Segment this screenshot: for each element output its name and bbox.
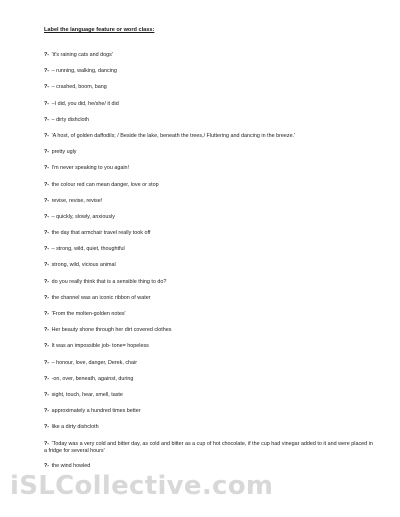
item-text: – quickly, slowly, anxiously — [51, 213, 115, 220]
item-text: – running, walking, dancing — [51, 68, 117, 75]
item-marker: ?- — [44, 116, 50, 123]
item-marker: ?- — [44, 327, 50, 334]
item-text: Her beauty shone through her dirt covered clothes — [51, 327, 172, 334]
list-item — [44, 198, 374, 205]
item-text: I'm never speaking to you again! — [51, 165, 130, 172]
item-marker: ?- — [44, 359, 50, 366]
item-text: revise, revise, revise! — [51, 197, 103, 204]
item-text: approximately a hundred times better — [51, 408, 141, 415]
item-text: pretty ugly — [51, 149, 77, 156]
list-item — [44, 165, 374, 172]
list-item — [44, 68, 374, 75]
item-marker: ?- — [44, 213, 50, 220]
list-item — [44, 230, 374, 237]
item-text: sight, touch, hear, smell, taste — [51, 391, 123, 398]
list-item — [44, 279, 374, 286]
list-item — [44, 52, 374, 59]
list-item — [44, 424, 374, 431]
worksheet-title: Label the language feature or word class: — [44, 27, 155, 33]
item-text: –I did, you did, he/she/ it did — [51, 100, 119, 107]
item-marker: ?- — [44, 52, 50, 58]
list-item — [44, 149, 374, 156]
item-text: the wind howled — [51, 462, 91, 469]
item-marker: ?- — [44, 391, 50, 398]
list-item — [44, 360, 374, 367]
list-item — [44, 463, 374, 470]
list-item — [44, 376, 374, 383]
item-text: 'Today was a very cold and bitter day, as cold and bitter as a cup of hot chocolate, if the cup had vinegar added to it and were placed in a fridge for several hours' — [44, 440, 373, 454]
item-text: It was an impossible job- tone= hopeless — [51, 343, 149, 350]
item-marker: ?- — [44, 462, 50, 469]
item-marker: ?- — [44, 375, 50, 382]
item-marker: ?- — [44, 181, 50, 188]
item-text: the day that armchair travel really took off — [51, 230, 151, 237]
item-marker: ?- — [44, 262, 50, 269]
item-marker: ?- — [44, 294, 50, 301]
item-marker: ?- — [44, 230, 50, 237]
item-text: the colour red can mean danger, love or stop — [51, 181, 159, 188]
item-text: 'A host, of golden daffodils; / Beside the lake, beneath the trees,/ Fluttering and dancing in the breeze.' — [51, 132, 296, 139]
item-text: -on, over, beneath, against, during — [51, 375, 134, 382]
item-marker: ?- — [44, 246, 50, 253]
list-item — [44, 392, 374, 399]
item-text: 'it's raining cats and dogs' — [51, 52, 113, 58]
list-item — [44, 182, 374, 189]
item-text: do you really think that is a sensible thing to do? — [51, 278, 167, 285]
item-marker: ?- — [44, 149, 50, 156]
item-marker: ?- — [44, 278, 50, 285]
site-watermark: iSLCollective.com — [10, 471, 274, 501]
item-text: – crashed, boom, bang — [51, 84, 107, 91]
item-marker: ?- — [44, 132, 50, 139]
item-text: – honour, love, danger, Derek, chair — [51, 359, 137, 366]
item-text: 'From the molten-golden notes' — [51, 311, 126, 317]
list-item — [44, 295, 374, 302]
list-item — [44, 84, 374, 91]
exercise-list — [44, 52, 374, 479]
item-text: – strong, wild, quiet, thoughtful — [51, 246, 125, 253]
item-marker: ?- — [44, 408, 50, 415]
item-text: – dirty dishcloth — [51, 116, 90, 123]
item-marker: ?- — [44, 424, 50, 431]
item-marker: ?- — [44, 311, 50, 317]
list-item — [44, 133, 374, 140]
item-marker: ?- — [44, 343, 50, 350]
item-text: the channel was an iconic ribbon of water — [51, 294, 151, 301]
list-item — [44, 327, 374, 334]
item-marker: ?- — [44, 100, 50, 107]
item-text: strong, wild, vicious animal — [51, 262, 116, 269]
list-item — [44, 441, 374, 455]
list-item — [44, 262, 374, 269]
list-item — [44, 311, 374, 318]
item-marker: ?- — [44, 68, 50, 75]
list-item — [44, 343, 374, 350]
item-marker: ?- — [44, 440, 50, 447]
list-item — [44, 408, 374, 415]
list-item — [44, 214, 374, 221]
list-item — [44, 101, 374, 108]
list-item — [44, 117, 374, 124]
list-item — [44, 246, 374, 253]
item-marker: ?- — [44, 84, 50, 91]
item-text: like a dirty dishcloth — [51, 424, 99, 431]
item-marker: ?- — [44, 165, 50, 172]
item-marker: ?- — [44, 197, 50, 204]
